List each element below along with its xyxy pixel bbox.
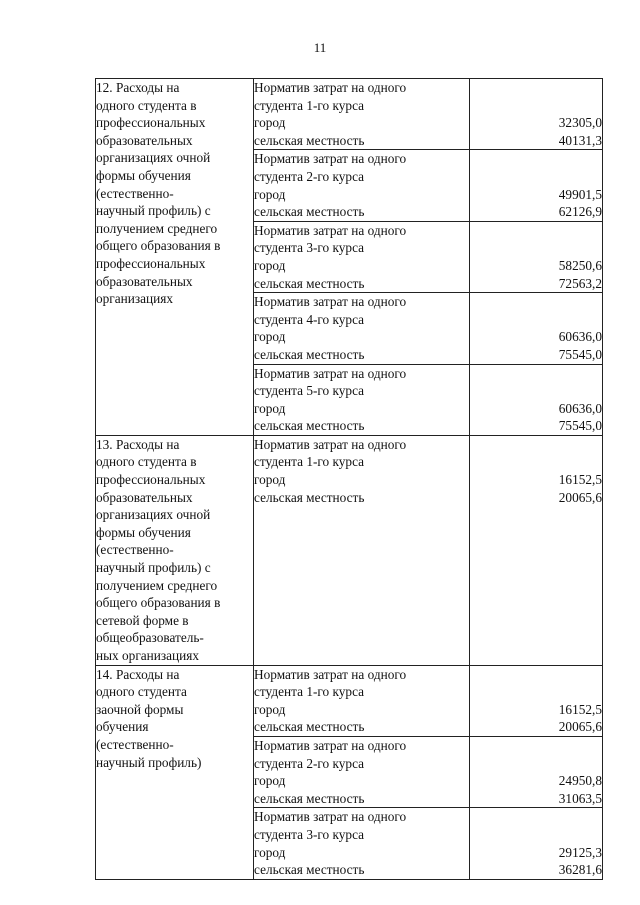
city-value: 16152,5 <box>558 472 602 488</box>
norm-values-cell <box>470 665 603 736</box>
category-text-line: организациях очной <box>96 507 211 523</box>
category-text-line: 13. Расходы на <box>96 436 180 452</box>
category-text-line: образовательных <box>96 132 193 148</box>
norm-text-line: сельская местность <box>254 204 365 220</box>
norm-description-cell <box>254 221 470 292</box>
norm-values-cell <box>470 808 603 879</box>
rural-value: 62126,9 <box>558 204 602 220</box>
norm-text-line: студента 3-го курса <box>254 240 365 256</box>
value-spacer <box>470 453 602 471</box>
category-text-line: научный профиль) с <box>96 560 211 576</box>
norm-values-cell <box>470 435 603 665</box>
norm-text-line: Норматив затрат на одного <box>254 80 407 95</box>
category-text-line: организациях очной <box>96 150 211 166</box>
category-text-line: общего образования в <box>96 238 221 254</box>
value-spacer <box>470 382 602 400</box>
category-text-line: общеобразователь- <box>96 630 204 646</box>
rural-value: 20065,6 <box>558 719 602 735</box>
table-row <box>96 435 603 665</box>
city-value: 29125,3 <box>558 844 602 860</box>
category-text-line: научный профиль) <box>96 754 202 770</box>
table-row <box>96 79 603 150</box>
norm-text-line: город <box>254 472 286 488</box>
expense-category-cell <box>96 665 254 879</box>
value-spacer <box>470 311 602 329</box>
norm-text-line: Норматив затрат на одного <box>254 151 407 167</box>
norm-text-line: город <box>254 400 286 416</box>
norm-values-cell <box>470 364 603 435</box>
norm-text-line: город <box>254 186 286 202</box>
value-spacer <box>470 79 602 97</box>
category-text-line: обучения <box>96 719 149 735</box>
rural-value: 20065,6 <box>558 489 602 505</box>
value-spacer <box>470 436 602 454</box>
category-text-line: формы обучения <box>96 167 191 183</box>
norm-text-line: студента 1-го курса <box>254 454 365 470</box>
norm-text-line: город <box>254 844 286 860</box>
norm-text-line: Норматив затрат на одного <box>254 294 407 310</box>
norm-text-line: студента 3-го курса <box>254 826 365 842</box>
norm-text-line: сельская местность <box>254 790 365 806</box>
norm-text-line: сельская местность <box>254 132 365 148</box>
value-spacer <box>470 168 602 186</box>
norm-text-line: город <box>254 773 286 789</box>
value-spacer <box>470 666 602 684</box>
norm-text-line: сельская местность <box>254 418 365 434</box>
rural-value: 36281,6 <box>558 862 602 878</box>
expense-category-cell <box>96 435 254 665</box>
city-value: 32305,0 <box>558 115 602 131</box>
norm-text-line: Норматив затрат на одного <box>254 436 407 452</box>
value-spacer <box>470 755 602 773</box>
category-text-line: образовательных <box>96 489 193 505</box>
category-text-line: ных организациях <box>96 648 200 663</box>
norm-text-line: сельская местность <box>254 862 365 878</box>
norm-text-line: студента 4-го курса <box>254 311 365 327</box>
norm-description-cell <box>254 808 470 879</box>
category-text-line: формы обучения <box>96 524 191 540</box>
category-text-line: одного студента <box>96 684 187 700</box>
norm-text-line: Норматив затрат на одного <box>254 365 407 381</box>
value-spacer <box>470 365 602 383</box>
norm-values-cell <box>470 293 603 364</box>
rural-value: 75545,0 <box>558 418 602 434</box>
norm-text-line: сельская местность <box>254 346 365 362</box>
category-text-line: заочной формы <box>96 701 184 717</box>
norm-text-line: Норматив затрат на одного <box>254 666 407 682</box>
norms-table <box>95 78 603 880</box>
category-text-line: (естественно- <box>96 542 174 558</box>
category-text-line: 14. Расходы на <box>96 666 180 682</box>
category-text-line: (естественно- <box>96 736 174 752</box>
value-spacer <box>470 222 602 240</box>
category-text-line: профессиональных <box>96 255 206 271</box>
category-text-line: получением среднего <box>96 220 218 236</box>
category-text-line: одного студента в <box>96 97 197 113</box>
city-value: 49901,5 <box>558 186 602 202</box>
norm-description-cell <box>254 435 470 665</box>
rural-value: 31063,5 <box>558 790 602 806</box>
norm-text-line: город <box>254 115 286 131</box>
category-text-line: образовательных <box>96 273 193 289</box>
value-spacer <box>470 97 602 115</box>
city-value: 24950,8 <box>558 773 602 789</box>
category-text-line: получением среднего <box>96 577 218 593</box>
category-text-line: профессиональных <box>96 472 206 488</box>
norm-text-line: Норматив затрат на одного <box>254 809 407 825</box>
norm-text-line: город <box>254 329 286 345</box>
city-value: 60636,0 <box>558 400 602 416</box>
norm-text-line: сельская местность <box>254 275 365 291</box>
city-value: 60636,0 <box>558 329 602 345</box>
value-spacer <box>470 150 602 168</box>
category-text-line: научный профиль) с <box>96 203 211 219</box>
value-spacer <box>470 239 602 257</box>
value-spacer <box>470 737 602 755</box>
norm-description-cell <box>254 293 470 364</box>
value-spacer <box>470 293 602 311</box>
norm-values-cell <box>470 150 603 221</box>
page-number: 11 <box>313 40 327 55</box>
norm-values-cell <box>470 736 603 807</box>
value-spacer <box>470 808 602 826</box>
expense-category-cell <box>96 79 254 436</box>
norm-text-line: студента 5-го курса <box>254 383 365 399</box>
norm-description-cell <box>254 665 470 736</box>
category-text-line: сетевой форме в <box>96 612 189 628</box>
category-text-line: организациях <box>96 291 174 307</box>
norm-description-cell <box>254 79 470 150</box>
norm-text-line: Норматив затрат на одного <box>254 222 407 238</box>
norm-text-line: студента 1-го курса <box>254 684 365 700</box>
norm-text-line: город <box>254 701 286 717</box>
category-text-line: профессиональных <box>96 115 206 131</box>
norm-text-line: студента 2-го курса <box>254 755 365 771</box>
value-spacer <box>470 683 602 701</box>
norm-text-line: Норматив затрат на одного <box>254 737 407 753</box>
norm-values-cell <box>470 79 603 150</box>
table-row <box>96 665 603 736</box>
norm-values-cell <box>470 221 603 292</box>
norm-description-cell <box>254 150 470 221</box>
category-text-line: 12. Расходы на <box>96 80 180 95</box>
norm-text-line: сельская местность <box>254 489 365 505</box>
norm-text-line: студента 2-го курса <box>254 168 365 184</box>
norm-description-cell <box>254 364 470 435</box>
rural-value: 75545,0 <box>558 346 602 362</box>
rural-value: 72563,2 <box>558 275 602 291</box>
category-text-line: общего образования в <box>96 595 221 611</box>
value-spacer <box>470 826 602 844</box>
norm-text-line: сельская местность <box>254 719 365 735</box>
rural-value: 40131,3 <box>558 132 602 148</box>
norm-description-cell <box>254 736 470 807</box>
city-value: 16152,5 <box>558 701 602 717</box>
city-value: 58250,6 <box>558 257 602 273</box>
norm-text-line: город <box>254 257 286 273</box>
category-text-line: (естественно- <box>96 185 174 201</box>
norm-text-line: студента 1-го курса <box>254 97 365 113</box>
category-text-line: одного студента в <box>96 454 197 470</box>
